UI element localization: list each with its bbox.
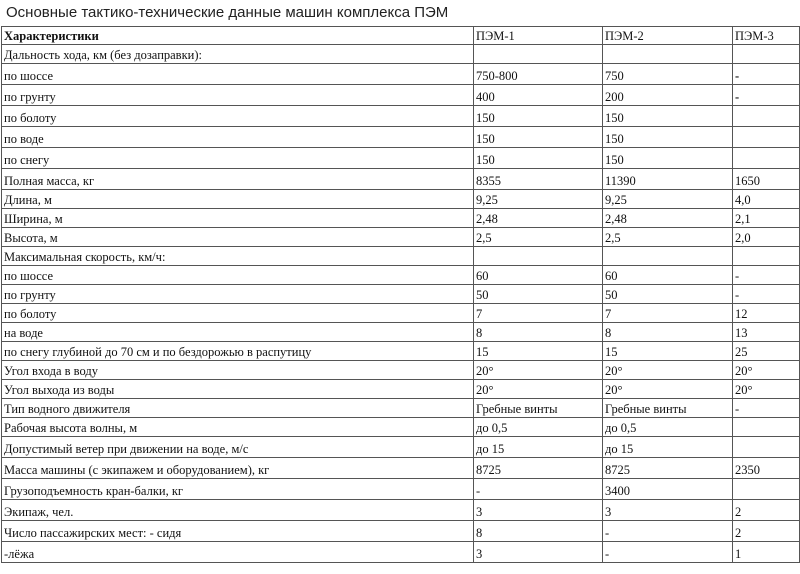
- pem-1-cell: 2,48: [474, 209, 603, 228]
- pem-2-cell: 2,5: [603, 228, 733, 247]
- header-characteristics: Характеристики: [2, 27, 474, 45]
- pem-1-cell: 750-800: [474, 64, 603, 85]
- characteristic-cell: по грунту: [2, 285, 474, 304]
- characteristic-cell: -лёжа: [2, 542, 474, 563]
- pem-2-cell: до 15: [603, 437, 733, 458]
- pem-3-cell: 2,0: [733, 228, 800, 247]
- pem-3-cell: [733, 45, 800, 64]
- table-row: [2, 247, 800, 266]
- header-pem-3: ПЭМ-3: [733, 27, 800, 45]
- pem-1-cell: 7: [474, 304, 603, 323]
- pem-1-cell: 2,5: [474, 228, 603, 247]
- characteristic-cell: Угол выхода из воды: [2, 380, 474, 399]
- table-row: [2, 169, 800, 190]
- table-row: [2, 323, 800, 342]
- pem-1-cell: 8: [474, 521, 603, 542]
- pem-2-cell: 8725: [603, 458, 733, 479]
- pem-3-cell: 2350: [733, 458, 800, 479]
- pem-2-cell: 3: [603, 500, 733, 521]
- table-row: [2, 380, 800, 399]
- table-row: [2, 228, 800, 247]
- pem-3-cell: 12: [733, 304, 800, 323]
- pem-3-cell: [733, 148, 800, 169]
- pem-1-cell: 3: [474, 500, 603, 521]
- characteristic-cell: Угол входа в воду: [2, 361, 474, 380]
- table-row: [2, 190, 800, 209]
- table-body: [2, 45, 800, 563]
- characteristic-cell: Тип водного движителя: [2, 399, 474, 418]
- pem-2-cell: 50: [603, 285, 733, 304]
- pem-3-cell: 2: [733, 500, 800, 521]
- pem-2-cell: до 0,5: [603, 418, 733, 437]
- pem-3-cell: [733, 127, 800, 148]
- characteristic-cell: Число пассажирских мест: - сидя: [2, 521, 474, 542]
- characteristic-cell: Длина, м: [2, 190, 474, 209]
- characteristic-cell: Дальность хода, км (без дозаправки):: [2, 45, 474, 64]
- pem-1-cell: [474, 45, 603, 64]
- header-pem-2: ПЭМ-2: [603, 27, 733, 45]
- table-row: [2, 437, 800, 458]
- pem-1-cell: 8: [474, 323, 603, 342]
- header-row: [2, 27, 800, 45]
- pem-3-cell: [733, 479, 800, 500]
- characteristic-cell: Максимальная скорость, км/ч:: [2, 247, 474, 266]
- table-row: [2, 285, 800, 304]
- characteristic-cell: Грузоподъемность кран-балки, кг: [2, 479, 474, 500]
- pem-2-cell: 60: [603, 266, 733, 285]
- pem-1-cell: 15: [474, 342, 603, 361]
- pem-2-cell: 200: [603, 85, 733, 106]
- table-row: [2, 418, 800, 437]
- table-row: [2, 361, 800, 380]
- pem-3-cell: 20°: [733, 380, 800, 399]
- table-row: [2, 85, 800, 106]
- pem-1-cell: 8725: [474, 458, 603, 479]
- pem-2-cell: 15: [603, 342, 733, 361]
- pem-2-cell: [603, 45, 733, 64]
- pem-1-cell: 50: [474, 285, 603, 304]
- pem-1-cell: 3: [474, 542, 603, 563]
- table-row: [2, 542, 800, 563]
- table-row: [2, 399, 800, 418]
- pem-2-cell: 7: [603, 304, 733, 323]
- characteristic-cell: по болоту: [2, 106, 474, 127]
- pem-3-cell: 4,0: [733, 190, 800, 209]
- pem-1-cell: 400: [474, 85, 603, 106]
- pem-2-cell: Гребные винты: [603, 399, 733, 418]
- characteristic-cell: Рабочая высота волны, м: [2, 418, 474, 437]
- table-row: [2, 148, 800, 169]
- pem-2-cell: [603, 247, 733, 266]
- characteristic-cell: Допустимый ветер при движении на воде, м/с: [2, 437, 474, 458]
- pem-1-cell: до 0,5: [474, 418, 603, 437]
- pem-3-cell: [733, 106, 800, 127]
- pem-1-cell: Гребные винты: [474, 399, 603, 418]
- table-row: [2, 45, 800, 64]
- characteristic-cell: по шоссе: [2, 64, 474, 85]
- table-row: [2, 458, 800, 479]
- header-pem-1: ПЭМ-1: [474, 27, 603, 45]
- characteristic-cell: Высота, м: [2, 228, 474, 247]
- pem-1-cell: -: [474, 479, 603, 500]
- table-row: [2, 266, 800, 285]
- pem-1-cell: 150: [474, 148, 603, 169]
- characteristic-cell: Экипаж, чел.: [2, 500, 474, 521]
- pem-1-cell: 150: [474, 106, 603, 127]
- characteristic-cell: по шоссе: [2, 266, 474, 285]
- pem-2-cell: 2,48: [603, 209, 733, 228]
- specs-table: [1, 26, 800, 563]
- characteristic-cell: по снегу: [2, 148, 474, 169]
- pem-3-cell: 1: [733, 542, 800, 563]
- characteristic-cell: по воде: [2, 127, 474, 148]
- pem-1-cell: до 15: [474, 437, 603, 458]
- characteristic-cell: на воде: [2, 323, 474, 342]
- characteristic-cell: по снегу глубиной до 70 см и по бездорожью в распутицу: [2, 342, 474, 361]
- table-row: [2, 209, 800, 228]
- pem-3-cell: 2: [733, 521, 800, 542]
- pem-1-cell: 20°: [474, 361, 603, 380]
- pem-1-cell: 9,25: [474, 190, 603, 209]
- pem-1-cell: 60: [474, 266, 603, 285]
- pem-3-cell: 20°: [733, 361, 800, 380]
- pem-3-cell: -: [733, 266, 800, 285]
- pem-1-cell: 20°: [474, 380, 603, 399]
- pem-2-cell: 9,25: [603, 190, 733, 209]
- table-row: [2, 500, 800, 521]
- pem-1-cell: 8355: [474, 169, 603, 190]
- pem-2-cell: -: [603, 521, 733, 542]
- pem-2-cell: 8: [603, 323, 733, 342]
- pem-2-cell: 750: [603, 64, 733, 85]
- pem-1-cell: 150: [474, 127, 603, 148]
- pem-2-cell: 3400: [603, 479, 733, 500]
- characteristic-cell: Полная масса, кг: [2, 169, 474, 190]
- pem-2-cell: 20°: [603, 361, 733, 380]
- table-row: [2, 64, 800, 85]
- pem-2-cell: -: [603, 542, 733, 563]
- characteristic-cell: по болоту: [2, 304, 474, 323]
- pem-3-cell: -: [733, 85, 800, 106]
- pem-3-cell: 2,1: [733, 209, 800, 228]
- characteristic-cell: Масса машины (с экипажем и оборудованием), кг: [2, 458, 474, 479]
- pem-3-cell: 25: [733, 342, 800, 361]
- characteristic-cell: по грунту: [2, 85, 474, 106]
- pem-3-cell: [733, 437, 800, 458]
- table-row: [2, 304, 800, 323]
- pem-3-cell: 1650: [733, 169, 800, 190]
- pem-3-cell: 13: [733, 323, 800, 342]
- characteristic-cell: Ширина, м: [2, 209, 474, 228]
- table-row: [2, 479, 800, 500]
- pem-3-cell: -: [733, 399, 800, 418]
- pem-2-cell: 20°: [603, 380, 733, 399]
- pem-3-cell: -: [733, 64, 800, 85]
- table-row: [2, 521, 800, 542]
- table-row: [2, 127, 800, 148]
- pem-2-cell: 150: [603, 148, 733, 169]
- pem-2-cell: 150: [603, 127, 733, 148]
- pem-3-cell: [733, 247, 800, 266]
- pem-2-cell: 150: [603, 106, 733, 127]
- pem-3-cell: -: [733, 285, 800, 304]
- pem-3-cell: [733, 418, 800, 437]
- table-row: [2, 106, 800, 127]
- pem-1-cell: [474, 247, 603, 266]
- document-title: Основные тактико-технические данные машин комплекса ПЭМ: [6, 4, 449, 21]
- table-row: [2, 342, 800, 361]
- pem-2-cell: 11390: [603, 169, 733, 190]
